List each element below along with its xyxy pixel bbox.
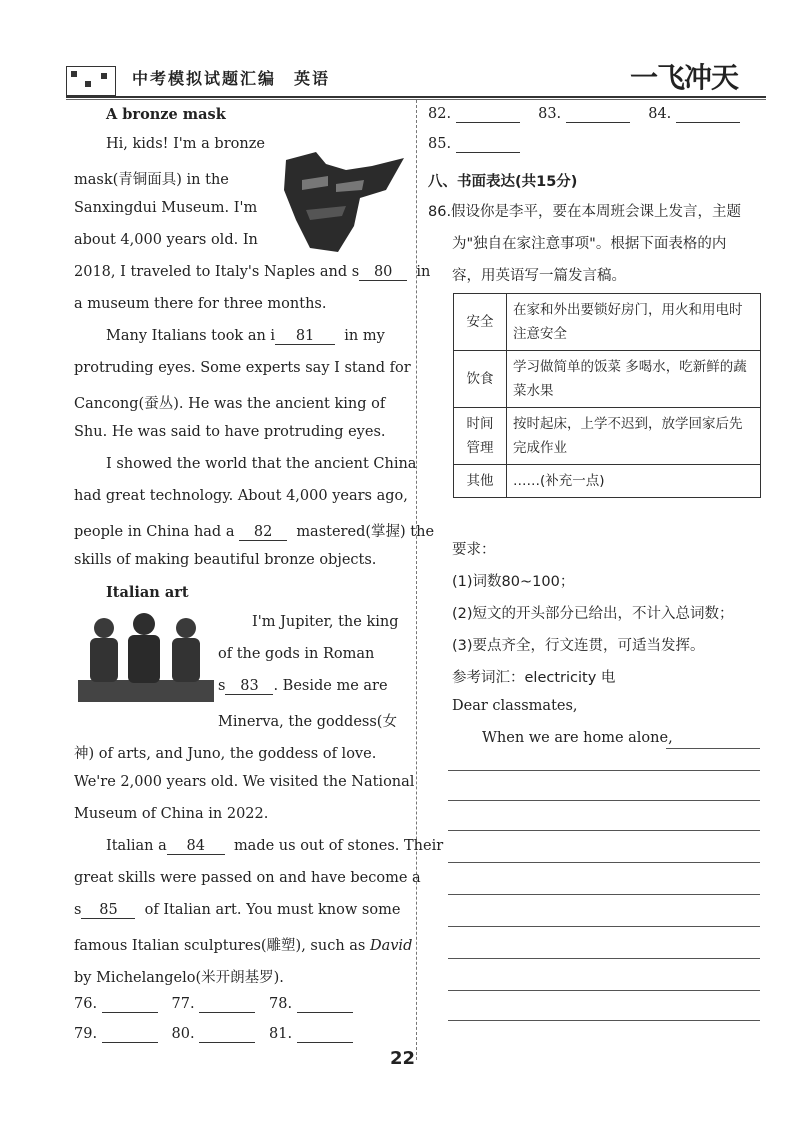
writing-line[interactable] [448, 990, 760, 991]
writing-line[interactable] [448, 1020, 760, 1021]
header-rule [66, 96, 766, 98]
passage-line: people in China had a 82 mastered(掌握) the [74, 524, 435, 540]
answer-blank-77[interactable] [199, 996, 255, 1013]
passage-line: great skills were passed on and have become a [74, 870, 421, 886]
italian-statues-image [78, 610, 214, 702]
table-key: 安全 [454, 294, 507, 351]
header-logo [66, 66, 116, 96]
answer-blank-81b[interactable] [297, 1026, 353, 1043]
passage-line: We're 2,000 years old. We visited the National [74, 774, 415, 790]
answer-blank-85[interactable] [456, 136, 520, 153]
answer-blank-79[interactable] [102, 1026, 158, 1043]
passage-line: Hi, kids! I'm a bronze [106, 136, 265, 152]
answer-row: 79. 80. 81. [74, 1026, 353, 1043]
column-divider [416, 100, 417, 1060]
table-value: 在家和外出要锁好房门，用火和用电时注意安全 [507, 294, 761, 351]
requirement-item: (1)词数80~100； [452, 574, 575, 590]
bronze-mask-image [276, 140, 408, 260]
blank-82[interactable]: 82 [239, 524, 287, 541]
answer-row: 82. 83. 84. [428, 106, 740, 123]
answer-row: 85. [428, 136, 520, 153]
question-line: 为"独自在家注意事项"。根据下面表格的内 [452, 236, 727, 252]
table-key: 其他 [454, 465, 507, 498]
passage-line: protruding eyes. Some experts say I stand for [74, 360, 411, 376]
writing-line[interactable] [666, 748, 760, 749]
writing-line[interactable] [448, 894, 760, 895]
essay-start: When we are home alone, [482, 730, 673, 746]
passage-line: s 85 of Italian art. You must know some [74, 902, 401, 918]
table-key: 饮食 [454, 351, 507, 408]
passage-line: Museum of China in 2022. [74, 806, 269, 822]
brand-logo-text: 一飞冲天 [630, 61, 739, 94]
passage-line: Minerva, the goddess(女 [218, 714, 397, 730]
table-value: ……(补充一点) [507, 465, 761, 498]
table-row [454, 408, 761, 465]
writing-line[interactable] [448, 862, 760, 863]
section-title-writing: 八、书面表达(共15分) [428, 174, 578, 190]
requirements-table [453, 293, 761, 498]
passage-line: skills of making beautiful bronze objects. [74, 552, 377, 568]
passage-line: had great technology. About 4,000 years ago, [74, 488, 408, 504]
passage-line: 2018, I traveled to Italy's Naples and s 80 in [74, 264, 431, 280]
section-title-bronze-mask: A bronze mask [106, 106, 226, 123]
blank-83[interactable]: 83 [225, 678, 273, 695]
passage-line: Italian a 84 made us out of stones. Their [106, 838, 444, 854]
passage-line: I showed the world that the ancient China [106, 456, 417, 472]
passage-line: mask(青铜面具) in the [74, 172, 229, 188]
writing-line[interactable] [448, 770, 760, 771]
passage-line: about 4,000 years old. In [74, 232, 258, 248]
answer-blank-83[interactable] [566, 106, 630, 123]
answer-blank-82[interactable] [456, 106, 520, 123]
answer-blank-76[interactable] [102, 996, 158, 1013]
blank-84[interactable]: 84 [167, 838, 225, 855]
writing-line[interactable] [448, 958, 760, 959]
passage-line: a museum there for three months. [74, 296, 327, 312]
answer-row: 76. 77. 78. [74, 996, 353, 1013]
writing-line[interactable] [448, 830, 760, 831]
blank-80[interactable]: 80 [359, 264, 407, 281]
table-row [454, 351, 761, 408]
vocab-hint: 参考词汇：electricity 电 [452, 670, 616, 686]
passage-line: 神) of arts, and Juno, the goddess of love. [74, 746, 377, 762]
page-number: 22 [390, 1048, 416, 1069]
table-row [454, 294, 761, 351]
table-key: 时间管理 [454, 408, 507, 465]
section-title-italian-art: Italian art [106, 584, 189, 601]
question-line: 容，用英语写一篇发言稿。 [452, 268, 626, 284]
blank-85[interactable]: 85 [81, 902, 135, 919]
passage-line: Sanxingdui Museum. I'm [74, 200, 258, 216]
passage-line: Shu. He was said to have protruding eyes. [74, 424, 386, 440]
passage-line: of the gods in Roman [218, 646, 375, 662]
answer-blank-80b[interactable] [199, 1026, 255, 1043]
passage-line: I'm Jupiter, the king [252, 614, 399, 630]
letter-greeting: Dear classmates, [452, 698, 578, 714]
question-line: 86.假设你是李平，要在本周班会课上发言，主题 [428, 204, 742, 220]
writing-line[interactable] [448, 800, 760, 801]
table-row [454, 465, 761, 498]
requirement-item: (3)要点齐全，行文连贯，可适当发挥。 [452, 638, 705, 654]
passage-line: Cancong(蚕丛). He was the ancient king of [74, 396, 386, 412]
answer-blank-84[interactable] [676, 106, 740, 123]
table-value: 学习做简单的饭菜 多喝水，吃新鲜的蔬菜水果 [507, 351, 761, 408]
requirements-title: 要求： [452, 542, 496, 558]
passage-line: by Michelangelo(米开朗基罗). [74, 970, 284, 986]
blank-81[interactable]: 81 [275, 328, 335, 345]
header-title: 中考模拟试题汇编 英语 [132, 69, 331, 88]
requirement-item: (2)短文的开头部分已给出，不计入总词数； [452, 606, 734, 622]
passage-line: s 83 . Beside me are [218, 678, 388, 694]
passage-line: famous Italian sculptures(雕塑), such as David [74, 938, 413, 954]
table-value: 按时起床，上学不迟到，放学回家后先完成作业 [507, 408, 761, 465]
passage-line: Many Italians took an i 81 in my [106, 328, 385, 344]
writing-line[interactable] [448, 926, 760, 927]
answer-blank-78[interactable] [297, 996, 353, 1013]
